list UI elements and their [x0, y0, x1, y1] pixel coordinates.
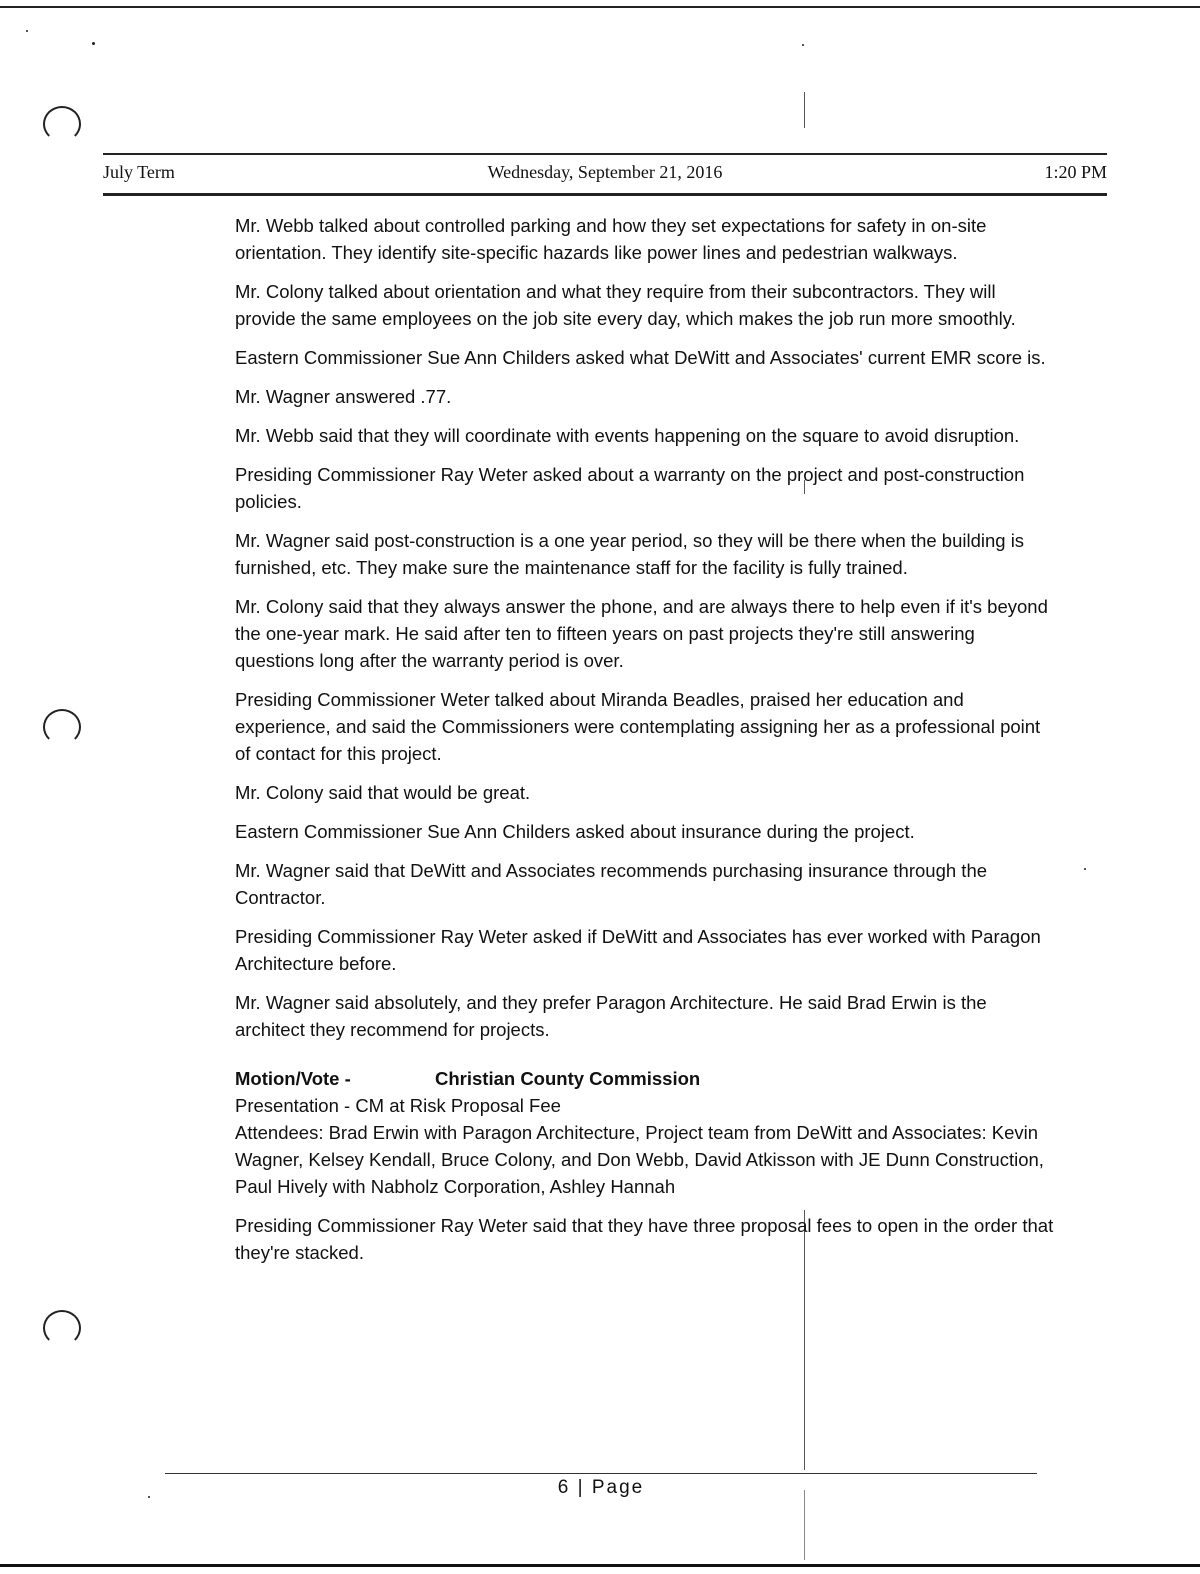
minutes-paragraph: Eastern Commissioner Sue Ann Childers asked about insurance during the project. — [235, 821, 915, 842]
header-rule-top — [103, 153, 1107, 155]
punch-hole-top — [43, 106, 81, 142]
minutes-paragraph: Mr. Wagner said post-construction is a one year period, so they will be there when the building is furnished, etc. They make sure the maintenance staff for the facility is fully trained. — [235, 530, 1025, 578]
header-term: July Term — [103, 162, 175, 182]
scan-speck — [1084, 868, 1086, 870]
scan-top-border — [0, 6, 1200, 8]
motion-presentation: Presentation - CM at Risk Proposal Fee — [235, 1095, 561, 1116]
header-time: 1:20 PM — [1044, 162, 1107, 182]
minutes-paragraph: Mr. Wagner said that DeWitt and Associates recommends purchasing insurance through the Contractor. — [235, 860, 988, 908]
motion-organization: Christian County Commission — [435, 1068, 701, 1089]
minutes-paragraph: Mr. Wagner answered .77. — [235, 386, 452, 407]
motion-section — [235, 1065, 1055, 1266]
scan-artifact-line — [804, 1490, 805, 1560]
header-rule-bottom — [103, 193, 1107, 196]
motion-attendees: Attendees: Brad Erwin with Paragon Architecture, Project team from DeWitt and Associates: Kevin Wagner, Kelsey Kendall, Bruce Colony, and Don Webb, David Atkisson with JE Dunn Construction, Paul Hively with Nabholz Corporation, Ashley Hannah — [235, 1122, 1044, 1197]
footer-rule — [165, 1473, 1037, 1474]
minutes-paragraph: Presiding Commissioner Weter talked about Miranda Beadles, praised her education and experience, and said the Commissioners were contemplating assigning her as a professional point of contact for this project. — [235, 689, 1041, 764]
scan-speck — [92, 42, 95, 45]
minutes-paragraph: Presiding Commissioner Ray Weter asked if DeWitt and Associates has ever worked with Paragon Architecture before. — [235, 926, 1041, 974]
punch-hole-middle — [43, 709, 81, 745]
minutes-paragraph: Mr. Webb said that they will coordinate with events happening on the square to avoid disruption. — [235, 425, 1020, 446]
minutes-paragraph: Mr. Wagner said absolutely, and they prefer Paragon Architecture. He said Brad Erwin is the architect they recommend for projects. — [235, 992, 987, 1040]
minutes-paragraph: Mr. Colony said that they always answer the phone, and are always there to help even if it's beyond the one-year mark. He said after ten to fifteen years on past projects they're still answering questions long after the warranty period is over. — [235, 596, 1048, 671]
punch-hole-bottom — [43, 1310, 81, 1346]
scan-speck — [26, 30, 28, 32]
minutes-paragraph: Mr. Colony said that would be great. — [235, 782, 531, 803]
scan-speck — [148, 1496, 150, 1498]
minutes-paragraph: Eastern Commissioner Sue Ann Childers asked what DeWitt and Associates' current EMR score is. — [235, 347, 1046, 368]
motion-closing: Presiding Commissioner Ray Weter said that they have three proposal fees to open in the order that they're stacked. — [235, 1215, 1054, 1263]
scan-bottom-border — [0, 1564, 1200, 1567]
page-number: 6 | Page — [557, 1477, 645, 1498]
page-header — [103, 162, 1107, 188]
scan-speck — [802, 44, 804, 46]
minutes-paragraph: Mr. Colony talked about orientation and what they require from their subcontractors. They will provide the same employees on the job site every day, which makes the job run more smoothly. — [235, 281, 1016, 329]
motion-label: Motion/Vote - — [235, 1068, 351, 1089]
minutes-paragraph: Presiding Commissioner Ray Weter asked about a warranty on the project and post-construction policies. — [235, 464, 1025, 512]
minutes-body — [235, 212, 1055, 1278]
minutes-paragraph: Mr. Webb talked about controlled parking and how they set expectations for safety in on-site orientation. They identify site-specific hazards like power lines and pedestrian walkways. — [235, 215, 987, 263]
motion-heading — [235, 1065, 1055, 1092]
header-date: Wednesday, September 21, 2016 — [487, 162, 723, 182]
scan-artifact-line — [804, 92, 805, 128]
